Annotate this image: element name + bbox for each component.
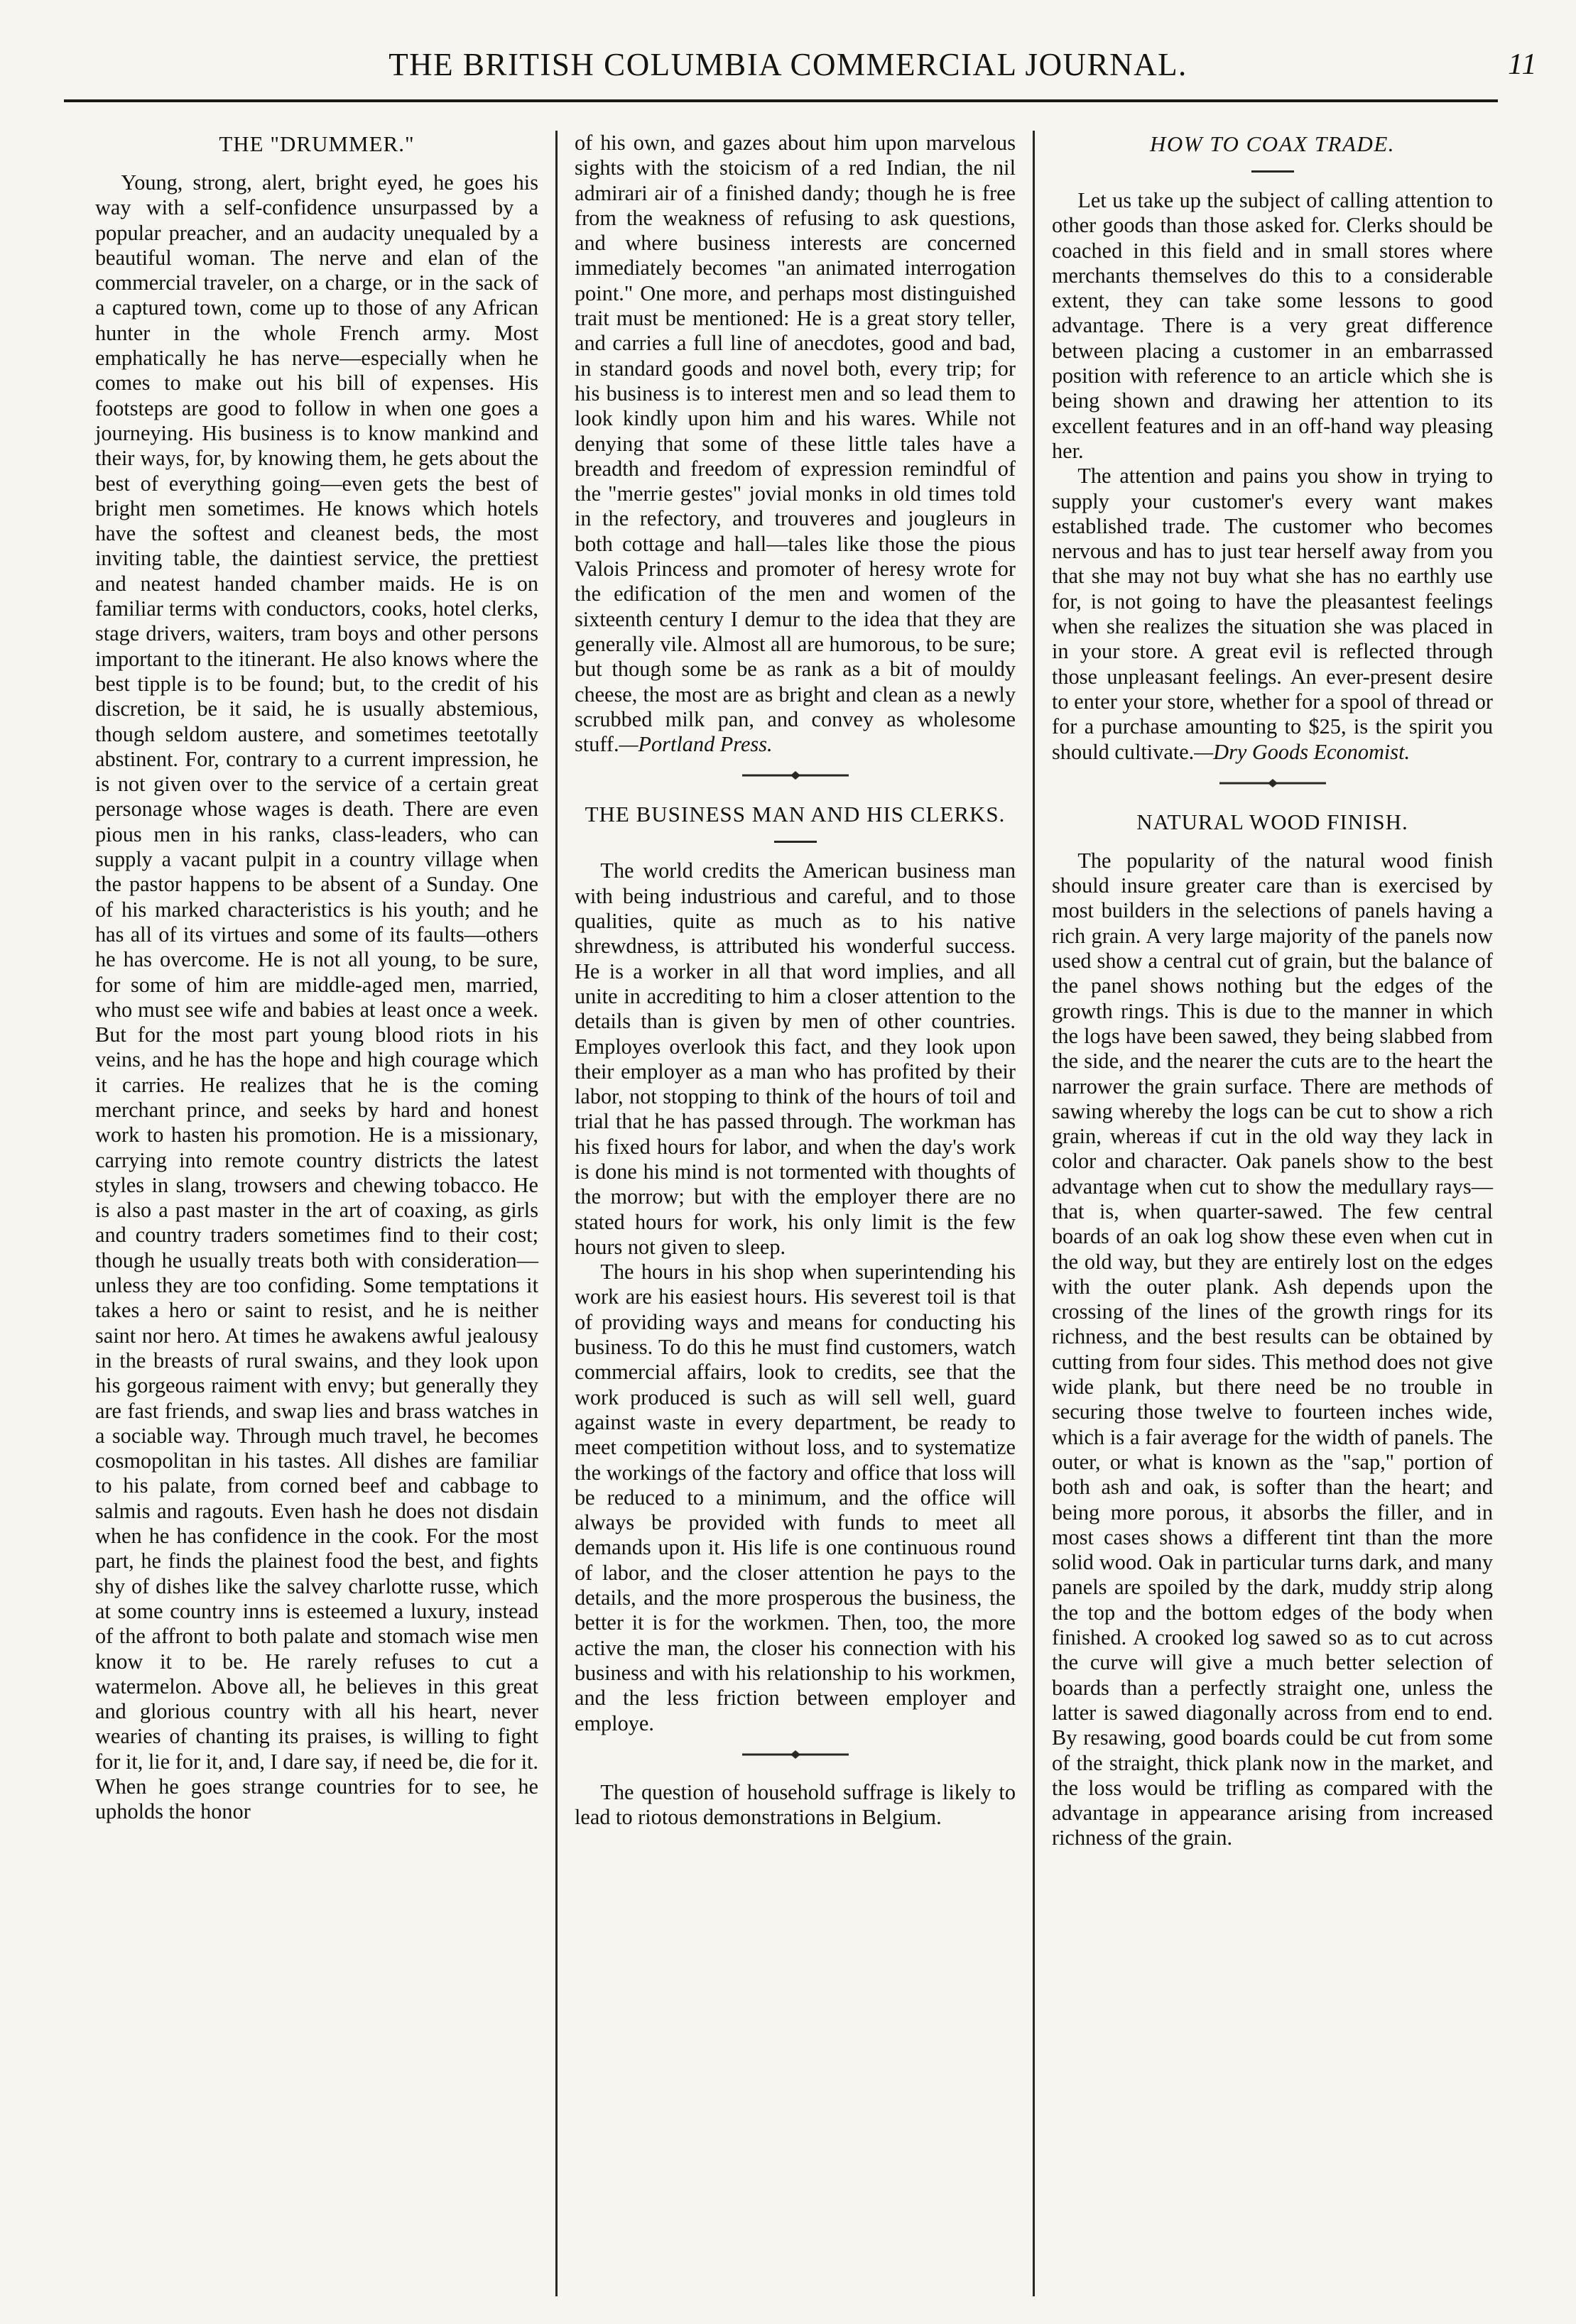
suffrage-paragraph: The question of household suffrage is likely to lead to riotous demonstrations in Belgium. — [575, 1779, 1016, 1830]
coax-paragraph-2-text: The attention and pains you show in trying to supply your customer's every want makes established trade. The customer who becomes nervous and has to just tear herself away from you that she may not buy what she has no earthly use for, is not going to have the pleasantest feelings when she realizes the situation she was placed in in your store. A great evil is reflected through those unpleasant feelings. An ever-present desire to enter your store, whether for a spool of thread or for a purchase amounting to $25, is the spirit you should cultivate. — [1052, 464, 1493, 764]
article-columns — [78, 131, 1533, 2296]
column-2 — [555, 131, 1033, 2296]
drummer-paragraph-2-text: of his own, and gazes about him upon marvelous sights with the stoicism of a red Indian, the nil admirari air of a finished dandy; though he is free from the weakness of refusing to ask questions, and where business interests are concerned immediately becomes "an animated interrogation point." One more, and perhaps most distinguished trait must be mentioned: He is a great story teller, and carries a full line of anecdotes, good and bad, in standard goods and novel both, every trip; for his business is to interest men and so lead them to look kindly upon him and his wares. While not denying that some of these little tales have a breadth and freedom of expression remindful of the "merrie gestes" jovial monks in old times told in the refectory, and trouveres and jougleurs in both cottage and hall—tales like those the pious Valois Princess and promoter of heresy wrote for the edification of the men and women of the sixteenth century I demur to the idea that they are generally vile. Almost all are humorous, to be sure; but though some be as rank as a bit of mouldy cheese, the most are as bright and clean as a newly scrubbed milk pan, and convey as wholesome stuff. — [575, 131, 1016, 757]
column-1 — [78, 131, 555, 2296]
wood-paragraph-1: The popularity of the natural wood finish should insure greater care than is exercised by most builders in the selections of panels having a rich grain. A very large majority of the panels now used show a central cut of grain, but the balance of the panel shows nothing but the edges of the growth rings. This is due to the manner in which the logs have been sawed, they being slabbed from the side, and the nearer the cuts are to the heart the narrower the grain surface. There are methods of sawing whereby the logs can be cut to show a rich grain, whereas if cut in the old way they lack in color and character. Oak panels show to the best advantage when cut to show the medullary rays—that is, when quarter-sawed. The few central boards of an oak log show these even when cut in the old way, but they are entirely lost on the edges with the outer plank. Ash depends upon the crossing of the lines of the growth rings for its richness, and the best results can be obtained by cutting from four sides. This method does not give wide plank, but there need be no trouble in securing those twelve to fourteen inches wide, which is a fair average for the width of panels. The outer, or what is known as the "sap," portion of both ash and oak, is softer than the heart; and being more porous, it absorbs the filler, and in most cases shows a different tint than the more solid wood. Oak in particular turns dark, and many panels are spoiled by the dark, muddy strip along the top and the bottom edges of the body when finished. A crooked log sawed so as to cut across the curve will give a much better selection of boards than a perfectly straight one, unless the latter is sawed diagonally across from end to end. By resawing, good boards could be cut from some of the straight, thick plank now in the market, and the loss would be trifling as compared with the advantage in appearance arising from increased richness of the grain. — [1052, 848, 1493, 1850]
section-divider — [575, 1750, 1016, 1759]
section-divider — [1052, 779, 1493, 787]
coax-paragraph-2 — [1052, 464, 1493, 765]
coax-title: HOW TO COAX TRADE. — [1149, 131, 1396, 156]
header-rule — [64, 99, 1498, 102]
ornament-icon — [1219, 779, 1326, 787]
ornament-icon — [742, 1750, 849, 1759]
ornament-icon — [742, 771, 849, 780]
page-number: 11 — [1508, 48, 1538, 81]
title-rule — [1052, 170, 1493, 173]
drummer-paragraph-1: Young, strong, alert, bright eyed, he goes his way with a self-confidence unsurpassed by a popular preacher, and an audacity unequaled by a beautiful woman. The nerve and elan of the commercial traveler, on a charge, or in the sack of a captured town, come up to those of any African hunter in the whole French army. Most emphatically he has nerve—especially when he comes to make out his bill of expenses. His footsteps are good to follow in when one goes a journeying. His business is to know mankind and their ways, for, by knowing them, he gets about the best of everything going—even gets the best of bright men sometimes. He knows which hotels have the softest and cleanest beds, the most inviting table, the daintiest service, the prettiest and neatest handed chamber maids. He is on familiar terms with conductors, cooks, hotel clerks, stage drivers, waiters, tram boys and other persons important to the itinerant. He also knows where the best tipple is to be found; but, to the credit of his discretion, be it said, he is usually abstemious, though seldom austere, and sometimes teetotally abstinent. For, contrary to a current impression, he is not given over to the service of a certain great personage whose wages is death. There are even pious men in his ranks, class-leaders, who can supply a vacant pulpit in a country village when the pastor happens to be absent of a Sunday. One of his marked characteristics is his youth; and he has all of its virtues and some of its faults—others he has overcome. He is not all young, to be sure, for some of him are middle-aged men, married, who must see wife and babies at least once a week. But for the most part young blood riots in his veins, and he has the hope and high courage which it carries. He realizes that he is the coming merchant prince, and seeks by hard and honest work to hasten his promotion. He is a missionary, carrying into remote country districts the latest styles in slang, trowsers and chewing tobacco. He is also a past master in the art of coaxing, as girls and country traders sometimes find to their cost; though he usually treats both with consideration—unless they are too confiding. Some temptations it takes a hero or saint to resist, and he is neither saint nor hero. At times he awakens awful jealousy in the breasts of rural swains, and they look upon his gorgeous raiment with envy; but generally they are fast friends, and swap lies and brass watches in a sociable way. Through much travel, he becomes cosmopolitan in his tastes. All dishes are familiar to his palate, from corned beef and cabbage to salmis and ragouts. Even hash he does not disdain when he has confidence in the cook. For the most part, he finds the plainest food the best, and fights shy of dishes like the salvey charlotte russe, which at some country inns is esteemed a luxury, instead of the affront to both palate and stomach wise men know it to be. He rarely refuses to cut a watermelon. Above all, he believes in this great and glorious country with all his heart, never wearies of chanting its praises, is willing to fight for it, lie for it, and, I dare say, if need be, die for it. When he goes strange countries for to see, he upholds the honor — [95, 170, 538, 1824]
coax-paragraph-1: Let us take up the subject of calling attention to other goods than those asked for. Clerks should be coached in this field and in small stores where merchants themselves do this to a considerable extent, they can take some lessons to good advantage. There is a very great difference between placing a customer in an embarrassed position with reference to an article which she is being shown and drawing her attention to its excellent features and in an off-hand way pleasing her. — [1052, 188, 1493, 463]
business-man-title: THE BUSINESS MAN AND HIS CLERKS. — [585, 802, 1006, 827]
business-man-paragraph-1: The world credits the American business man with being industrious and careful, and to those qualities, quite as much as to his native shrewdness, is attributed his wonderful success. He is a worker in all that word implies, and all unite in accrediting to him a closer attention to the details than is given by men of other countries. Employes overlook this fact, and they look upon their employer as a man who has profited by their labor, not stopping to think of the hours of toil and trial that he has passed through. The workman has his fixed hours for labor, and when the day's work is done his mind is not tormented with thoughts of the morrow; but with the employer there are no stated hours for work, his only limit is the few hours not given to sleep. — [575, 858, 1016, 1259]
coax-source: —Dry Goods Economist. — [1194, 739, 1411, 764]
drummer-paragraph-2 — [575, 131, 1016, 757]
journal-title: THE BRITISH COLUMBIA COMMERCIAL JOURNAL. — [388, 47, 1188, 82]
business-man-paragraph-2: The hours in his shop when superintending his work are his easiest hours. His severest toil is that of providing ways and means for conducting his business. To do this he must find customers, watch commercial affairs, look to credits, see that the work produced is such as will sell well, guard against waste in every department, be ready to meet competition without loss, and to systematize the workings of the factory and office that loss will be reduced to a minimum, and the office will always be provided with funds to meet all demands upon it. His life is one continuous round of labor, and the closer attention he pays to the details, and the more prosperous the business, the better it is for the workmen. Then, too, the more active the man, the closer his connection with his business and with his relationship to his workmen, and the less friction between employer and employe. — [575, 1260, 1016, 1735]
drummer-title: THE "DRUMMER." — [219, 131, 415, 156]
section-divider — [575, 771, 1016, 780]
title-rule — [575, 841, 1016, 843]
masthead — [26, 41, 1550, 88]
column-3 — [1033, 131, 1510, 2296]
drummer-source: —Portland Press. — [619, 732, 773, 757]
wood-title: NATURAL WOOD FINISH. — [1136, 809, 1408, 834]
